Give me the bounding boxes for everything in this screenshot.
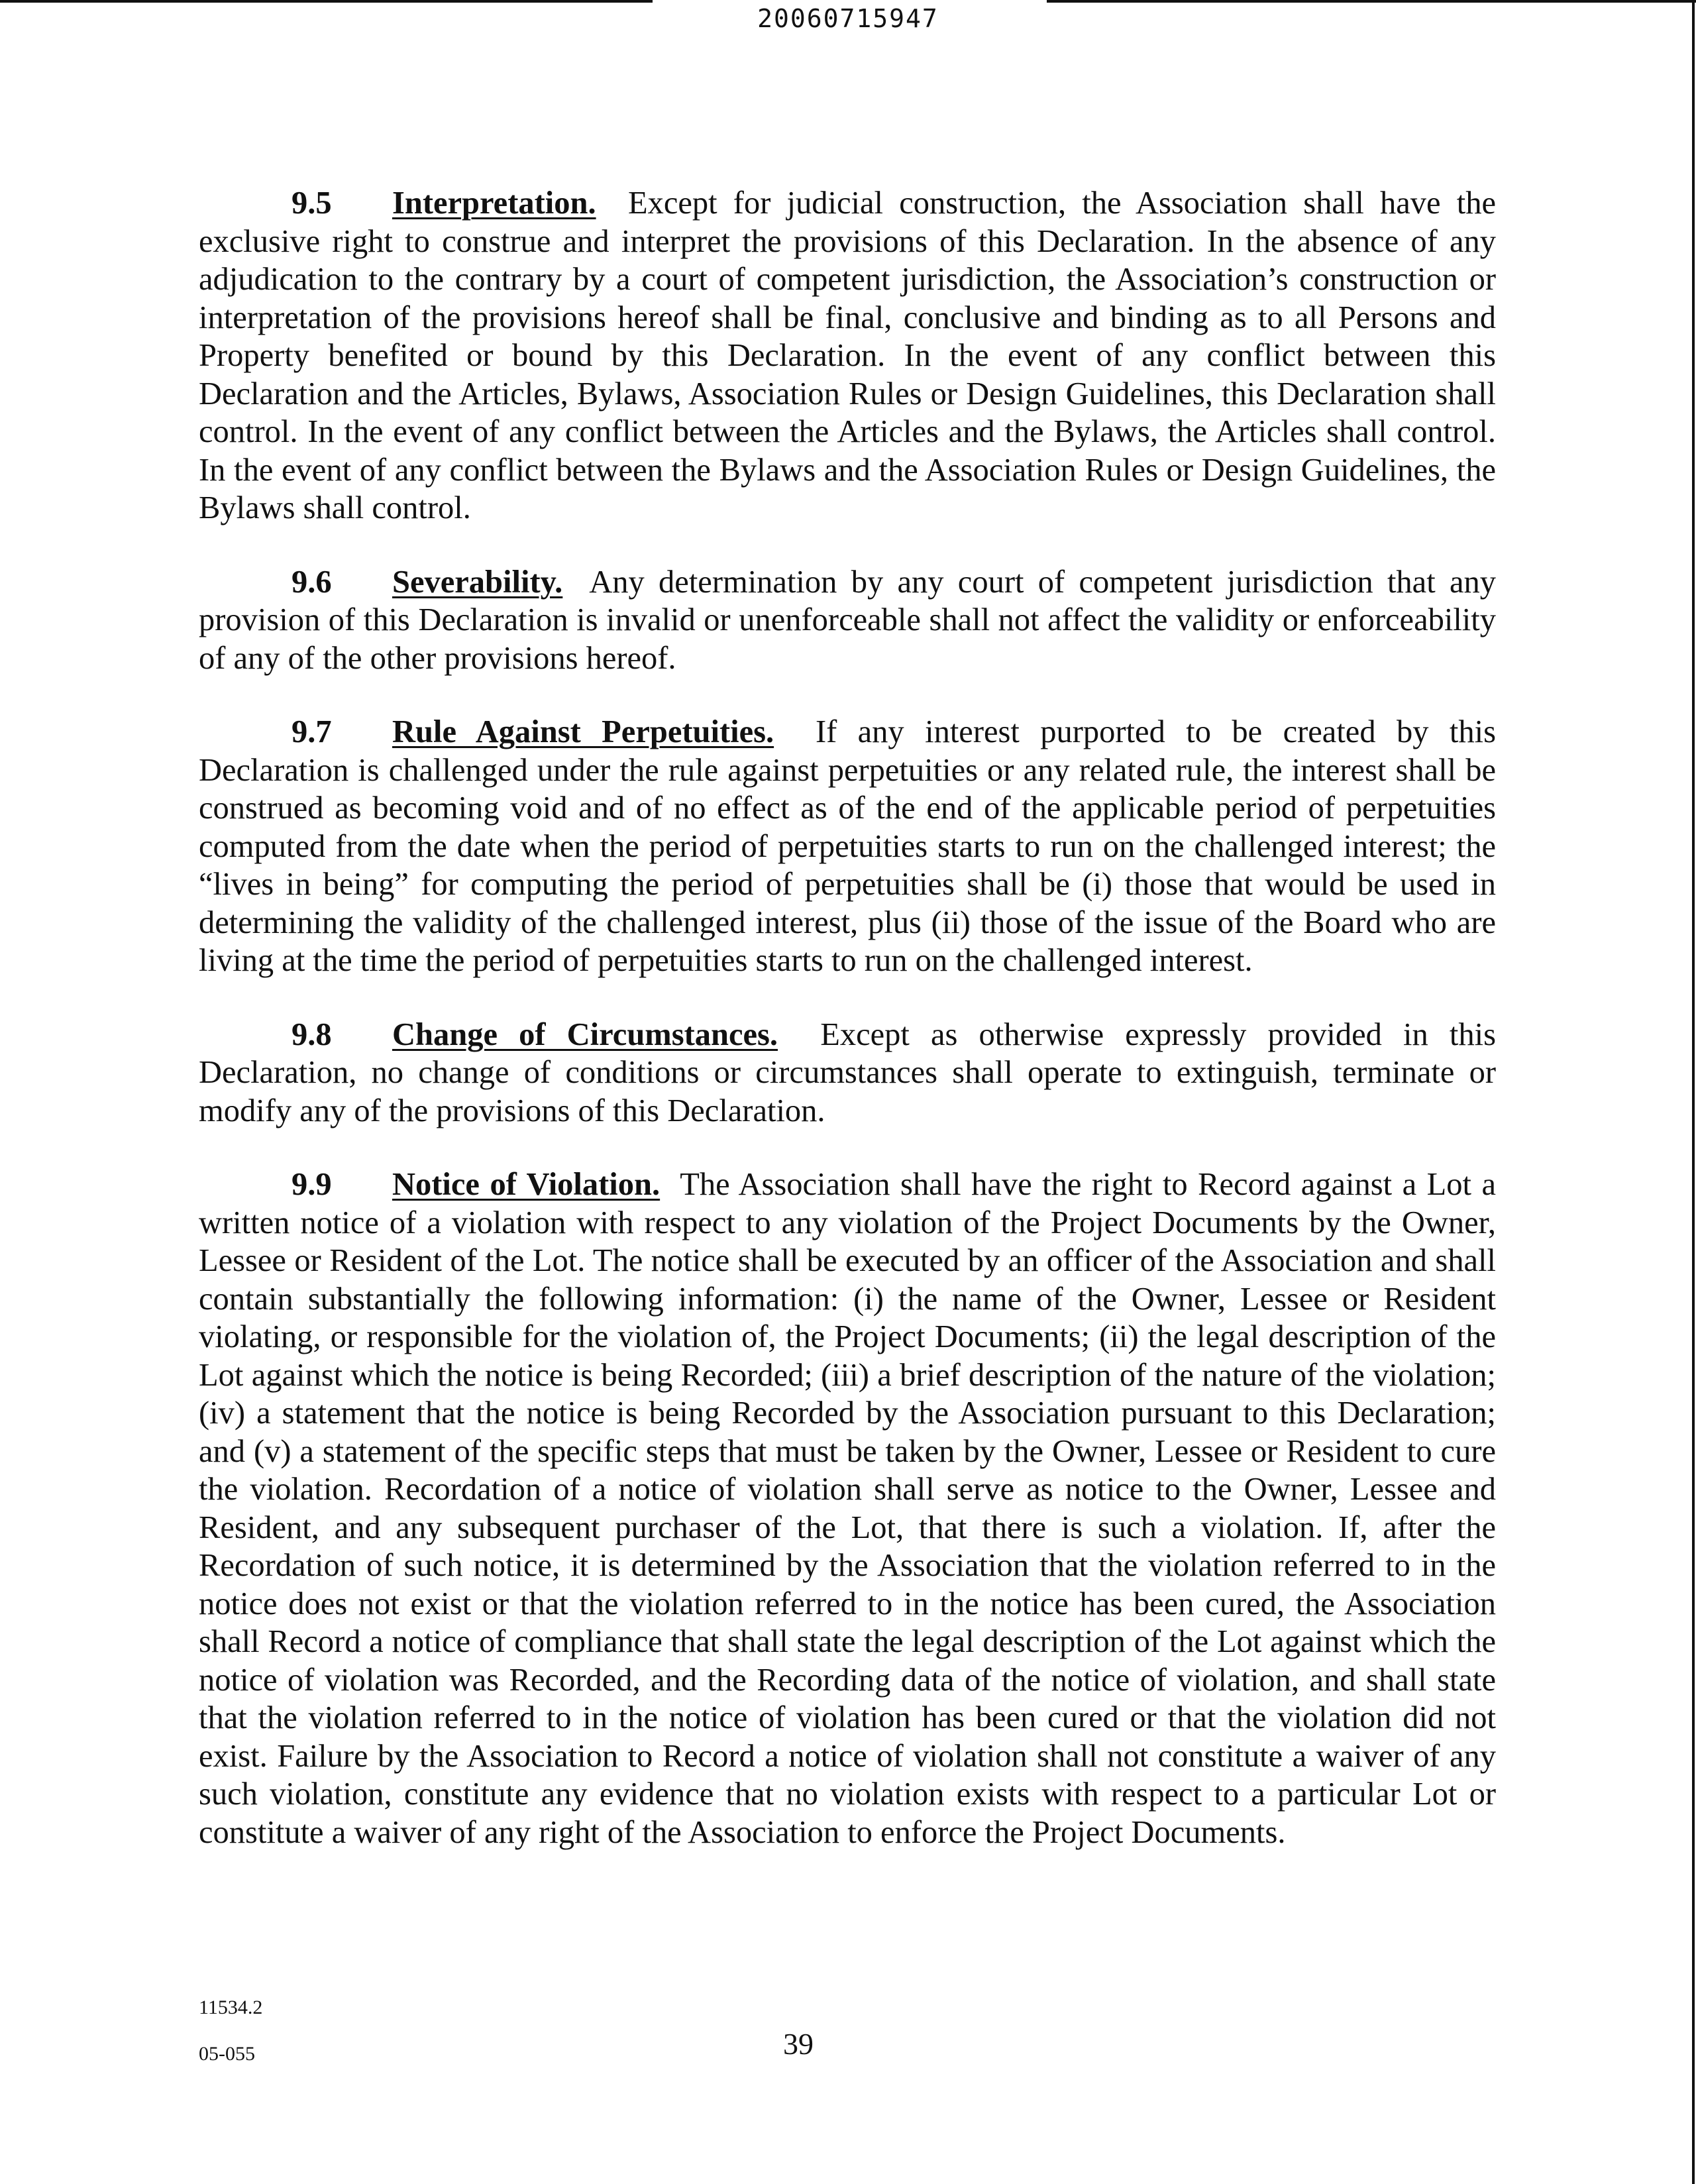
section-text: The Association shall have the right to Record against a Lot a written notice of a violation with respect to any violation of the Project Documents by the Owner, Lessee or Resident of the Lot. The notice shall be executed by an officer of the Association and shall contain substantially the following information: (i) the name of the Owner, Lessee or Resident violating, or responsible for the violation of, the Project Documents; (ii) the legal description of the Lot against which the notice is being Recorded; (iii) a brief description of the nature of the violation; (iv) a statement that the notice is being Recorded by the Association pursuant to this Declaration; and (v) a statement of the specific steps that must be taken by the Owner, Lessee or Resident to cure the violation. Recordation of a notice of violation shall serve as notice to the Owner, Lessee and Resident, and any subsequent purchaser of the Lot, that there is such a violation. If, after the Recordation of such notice, it is determined by the Association that the violation referred to in the notice does not exist or that the violation referred to in the notice has been cured, the Association shall Record a notice of compliance that shall state the legal description of the Lot against which the notice of violation was Recorded, and the Recording data of the notice of violation, and shall state that the violation referred to in the notice of violation has been cured or that the violation did not exist. Failure by the Association to Record a notice of violation shall not constitute a waiver of any such violation, constitute any evidence that no violation exists with respect to a particular Lot or constitute a waiver of any right of the Association to enforce the Project Documents. [199,1167,1496,1850]
right-border [1692,0,1695,2184]
footer-document-version: 05-055 [199,2043,255,2065]
section-text: Except for judicial construction, the Association shall have the exclusive right to construe and interpret the provisions of this Declaration. In the absence of any adjudication to the contrary by a court of competent jurisdiction, the Association’s construction or interpretation of the provisions hereof shall be final, conclusive and binding as to all Persons and Property benefited or bound by this Declaration. In the event of any conflict between this Declaration and the Articles, Bylaws, Association Rules or Design Guidelines, this Declaration shall control. In the event of any conflict between the Articles and the Bylaws, the Articles shall control. In the event of any conflict between the Bylaws and the Association Rules or Design Guidelines, the Bylaws shall control. [199,186,1496,525]
section-number: 9.5 [292,186,332,221]
section-9-5 [199,184,1496,527]
section-heading: Interpretation. [392,186,596,221]
section-9-9 [199,1166,1496,1851]
section-9-7 [199,713,1496,980]
footer-document-id: 11534.2 [199,1996,263,2018]
recording-number: 20060715947 [757,4,939,33]
section-number: 9.6 [292,564,332,600]
section-heading: Notice of Violation. [392,1167,661,1202]
section-text: Except as otherwise expressly provided in this Declaration, no change of conditions or circumstances shall operate to extinguish, terminate or modify any of the provisions of this Declaration. [199,1016,1496,1128]
section-heading: Severability. [392,564,563,600]
section-number: 9.8 [292,1016,332,1052]
section-9-8 [199,1016,1496,1130]
section-heading: Change of Circumstances. [392,1016,778,1052]
section-9-6 [199,563,1496,678]
section-number: 9.9 [292,1167,332,1202]
section-heading: Rule Against Perpetuities. [392,714,774,749]
section-text: If any interest purported to be created by this Declaration is challenged under the rule against perpetuities or any related rule, the interest shall be construed as becoming void and of no effect as of the end of the applicable period of perpetuities computed from the date when the period of perpetuities starts to run on the challenged interest; the “lives in being” for computing the period of perpetuities shall be (i) those that would be used in determining the validity of the challenged interest, plus (ii) those of the issue of the Board who are living at the time the period of perpetuities starts to run on the challenged interest. [199,714,1496,978]
section-number: 9.7 [292,714,332,749]
page-number: 39 [783,2027,814,2061]
document-body [199,184,1496,1887]
section-text: Any determination by any court of competent jurisdiction that any provision of this Declaration is invalid or unenforceable shall not affect the validity or enforceability of any of the other provisions hereof. [199,564,1496,676]
